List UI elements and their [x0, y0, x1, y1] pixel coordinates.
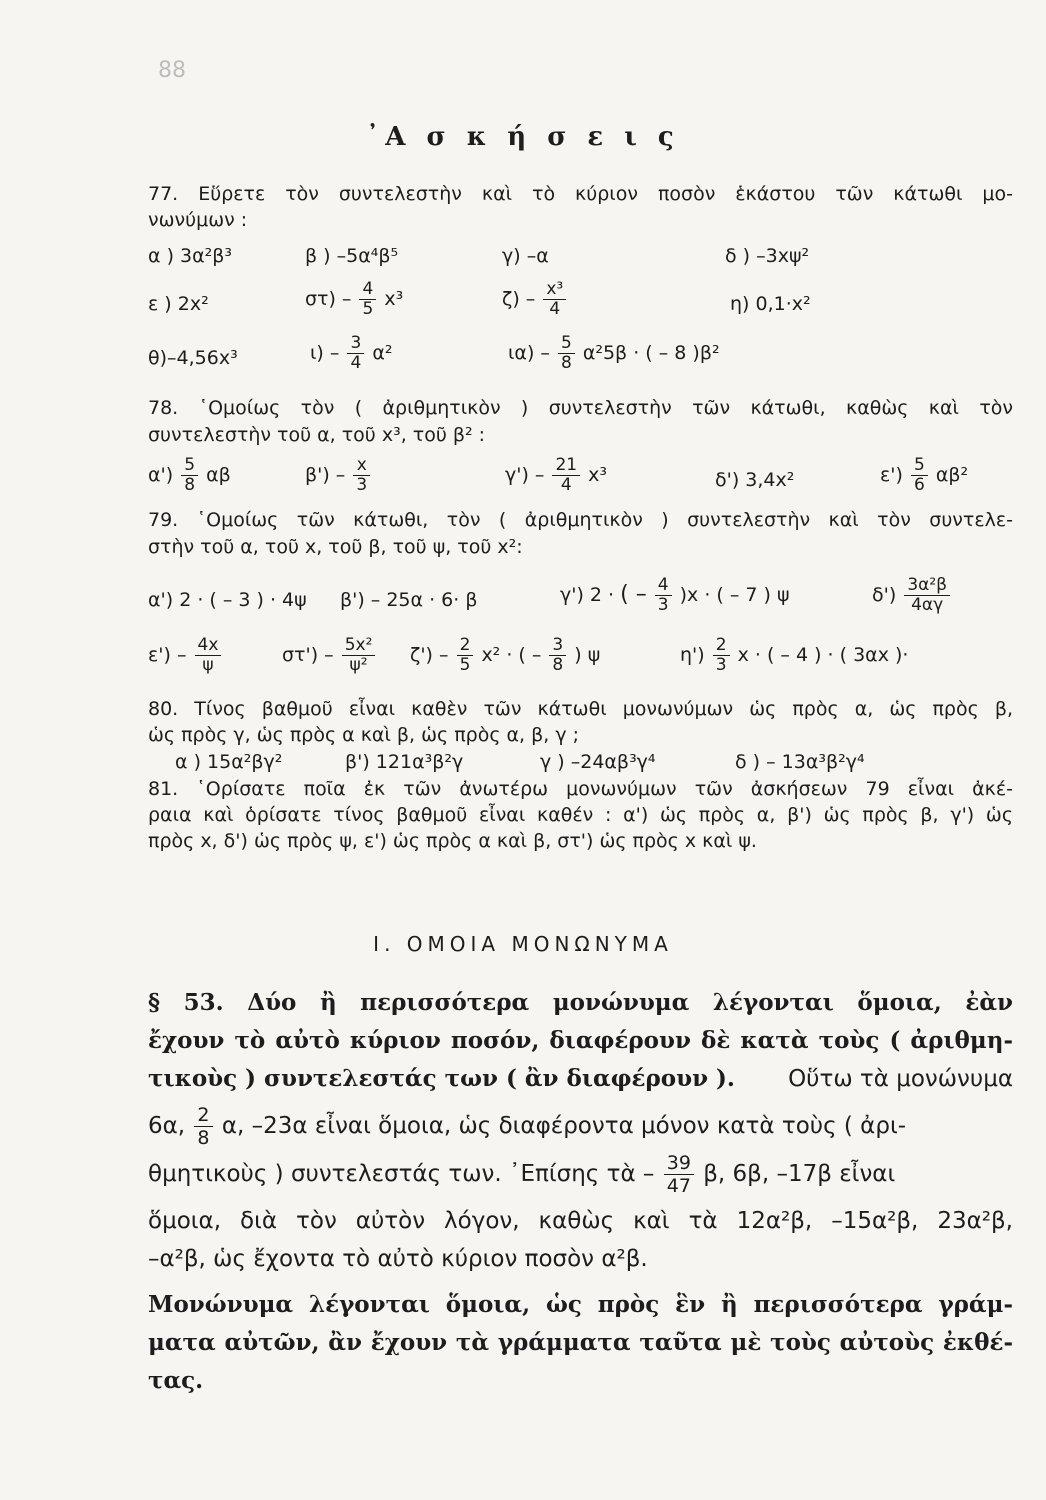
- ex78-b-label: β') –: [305, 464, 346, 486]
- ex79-h: [680, 636, 908, 675]
- fraction: $\frac{5}{6}$: [911, 456, 928, 495]
- fraction: $\frac{\text{3α²β}}{4\alpha\gamma}$: [904, 576, 950, 615]
- ex78-a-var: αβ: [206, 464, 231, 486]
- s53-line1: § 53. Δύο ἢ περισσότερα μονώνυμα λέγονται ὅμοια, ἐὰν: [148, 989, 1013, 1016]
- definition-line3: τας.: [148, 1367, 204, 1394]
- ex77-ia: [508, 334, 720, 373]
- fraction: $\frac{2}{5}$: [457, 636, 474, 675]
- ex77-d: δ ) –3xψ²: [725, 245, 810, 267]
- fraction: $\frac{39}{47}$: [664, 1152, 694, 1197]
- fraction: $\frac{21}{4}$: [552, 456, 580, 495]
- ex77-ia-sign: ια) –: [508, 342, 550, 364]
- ex79-c-label: γ') 2 ·: [560, 584, 615, 606]
- exercises-title: ᾿Α σ κ ή σ ε ι ς: [366, 122, 680, 152]
- fraction: $\frac{x}{3}$: [353, 456, 370, 495]
- s53-line2: ἔχουν τὸ αὐτὸ κύριον ποσόν, διαφέρουν δὲ κατὰ τοὺς ( ἀριθμη-: [148, 1027, 1013, 1054]
- fraction: $\frac{3}{8}$: [549, 636, 566, 675]
- ex79-z-label: ζ') –: [410, 644, 449, 666]
- s53-line3: [148, 1064, 1013, 1094]
- fraction: $\frac{4}{3}$: [655, 576, 672, 615]
- ex79-z: [410, 636, 600, 675]
- ex79-line1: 79. ῾Ομοίως τῶν κάτωθι, τὸν ( ἀριθμητικὸν ) συντελεστὴν καὶ τὸν συντελε-: [148, 509, 1013, 531]
- ex77-a: α ) 3α²β³: [148, 245, 232, 267]
- ex79-c: [560, 576, 790, 615]
- ex78-c-label: γ') –: [505, 464, 545, 486]
- ex78-e-label: ε'): [880, 464, 903, 486]
- ex81-line3: πρὸς x, δ') ὡς πρὸς ψ, ε') ὡς πρὸς α καὶ β, στ') ὡς πρὸς x καὶ ψ.: [148, 830, 757, 852]
- ex78-c-var: x³: [588, 464, 608, 486]
- ex79-h-expr: x · ( – 4 ) · ( 3αx )·: [737, 644, 909, 666]
- s53-line3-bold: τικοὺς ) συντελεστάς των ( ἂν διαφέρουν ).: [148, 1065, 735, 1092]
- s53-line6: ὅμοια, διὰ τὸν αὐτὸν λόγον, καθὼς καὶ τὰ 12α²β, –15α²β, 23α²β,: [148, 1208, 1013, 1234]
- ex80-a: α ) 15α²βγ²: [175, 751, 283, 773]
- ex77-i-var: α²: [372, 342, 393, 364]
- definition-line2: ματα αὐτῶν, ἂν ἔχουν τὰ γράμματα ταῦτα μὲ τοὺς αὐτοὺς ἐκθέ-: [148, 1329, 1013, 1356]
- ex79-e-label: ε') –: [148, 644, 187, 666]
- ex80-d: δ ) – 13α³β²γ⁴: [735, 751, 865, 773]
- fraction: $\frac{2}{8}$: [194, 1104, 212, 1149]
- ex79-e: [148, 636, 223, 675]
- ex79-st: [282, 636, 377, 675]
- ex77-th: θ)–4,56x³: [148, 347, 238, 369]
- ex81-line2: ραια καὶ ὁρίσατε τίνος βαθμοῦ εἶναι καθέν : α') ὡς πρὸς α, β') ὡς πρὸς β, γ') ὡς: [148, 804, 1013, 826]
- s53-line5: [148, 1152, 895, 1197]
- fraction: $\frac{2}{3}$: [713, 636, 730, 675]
- fraction: $\frac{5}{8}$: [558, 334, 575, 373]
- ex79-d-label: δ'): [872, 584, 897, 606]
- ex78-c: [505, 456, 607, 495]
- ex78-e: [880, 456, 968, 495]
- fraction: $\frac{5}{8}$: [181, 456, 198, 495]
- ex77-b: β ) –5α⁴β⁵: [305, 245, 399, 267]
- s53-line4-pre: 6α,: [148, 1113, 186, 1139]
- ex78-d: δ') 3,4x²: [715, 469, 795, 491]
- ex80-line2: ὡς πρὸς γ, ὡς πρὸς α καὶ β, ὡς πρὸς α, β, γ ;: [148, 724, 580, 746]
- ex80-line1: 80. Τίνος βαθμοῦ εἶναι καθὲν τῶν κάτωθι μονωνύμων ὡς πρὸς α, ὡς πρὸς β,: [148, 698, 1013, 720]
- ex78-a-label: α'): [148, 464, 174, 486]
- ex77-i-sign: ι) –: [310, 342, 340, 364]
- ex81-line1: 81. ῾Ορίσατε ποῖα ἐκ τῶν ἀνωτέρω μονωνύμων τῶν ἀσκήσεων 79 εἶναι ἀκέ-: [148, 778, 1013, 800]
- s53-line7: –α²β, ὡς ἔχοντα τὸ αὐτὸ κύριον ποσὸν α²β.: [148, 1246, 648, 1272]
- ex80-c: γ ) –24αβ³γ⁴: [540, 751, 656, 773]
- ex77-z-sign: ζ) –: [502, 288, 536, 310]
- ex78-line1: 78. ῾Ομοίως τὸν ( ἀριθμητικὸν ) συντελεστὴν τῶν κάτωθι, καθὼς καὶ τὸν: [148, 397, 1013, 419]
- ex79-h-label: η'): [680, 644, 705, 666]
- fraction: $\frac{\text{x³}}{4}$: [543, 280, 566, 319]
- definition-line1: Μονώνυμα λέγονται ὅμοια, ὡς πρὸς ἓν ἢ περισσότερα γράμ-: [148, 1291, 1013, 1318]
- fraction: $\frac{4x}{\psi}$: [195, 636, 222, 675]
- ex77-c: γ) –α: [502, 245, 549, 267]
- ex79-d: [872, 576, 952, 615]
- ex77-i: [310, 334, 392, 373]
- fraction: $\frac{3}{4}$: [347, 334, 364, 373]
- ex78-line2: συντελεστὴν τοῦ α, τοῦ x³, τοῦ β² :: [148, 424, 486, 446]
- ex78-b: [305, 456, 372, 495]
- s53-line4: [148, 1104, 906, 1149]
- s53-line3-rest: Οὕτω τὰ μονώνυμα: [788, 1066, 1013, 1092]
- ex77-e: ε ) 2x²: [148, 293, 209, 315]
- ex79-a: α') 2 · ( – 3 ) · 4ψ: [148, 589, 307, 611]
- ex77-st-sign: στ) –: [305, 288, 352, 310]
- ex77-z: [502, 280, 568, 319]
- fraction: $\frac{4}{5}$: [359, 280, 376, 319]
- section-heading: Ι. ΟΜΟΙΑ ΜΟΝΩΝΥΜΑ: [373, 932, 673, 956]
- ex79-z-tail: ) ψ: [574, 644, 601, 666]
- ex77-ia-expr: α²5β · ( – 8 )β²: [582, 342, 720, 364]
- ex79-b: β') – 25α · 6· β: [340, 589, 478, 611]
- s53-line4-post: α, –23α εἶναι ὅμοια, ὡς διαφέροντα μόνον κατὰ τοὺς ( ἀρι-: [221, 1113, 907, 1139]
- ex78-e-var: αβ²: [935, 464, 969, 486]
- s53-line5-pre: θμητικοὺς ) συντελεστάς των. ᾿Επίσης τὰ –: [148, 1161, 655, 1187]
- ex79-c-paren: ( –: [620, 582, 647, 607]
- ex79-st-label: στ') –: [282, 644, 334, 666]
- s53-line5-post: β, 6β, –17β εἶναι: [703, 1161, 896, 1187]
- fraction: $\frac{\text{5x²}}{\text{ψ²}}$: [342, 636, 376, 675]
- page-number: 88: [158, 58, 186, 83]
- ex77-line1: 77. Εὕρετε τὸν συντελεστὴν καὶ τὸ κύριον ποσὸν ἑκάστου τῶν κάτωθι μο-: [148, 183, 1013, 205]
- ex77-h: η) 0,1·x²: [730, 293, 811, 315]
- ex78-a: [148, 456, 231, 495]
- ex80-b: β') 121α³β²γ: [345, 751, 464, 773]
- ex77-st: [305, 280, 403, 319]
- ex77-st-var: x³: [384, 288, 404, 310]
- ex79-z-expr: x² · ( –: [481, 644, 542, 666]
- ex79-line2: στὴν τοῦ α, τοῦ x, τοῦ β, τοῦ ψ, τοῦ x²:: [148, 536, 523, 558]
- ex77-line2: νωνύμων :: [148, 209, 248, 231]
- ex79-c-expr: )x · ( – 7 ) ψ: [679, 584, 790, 606]
